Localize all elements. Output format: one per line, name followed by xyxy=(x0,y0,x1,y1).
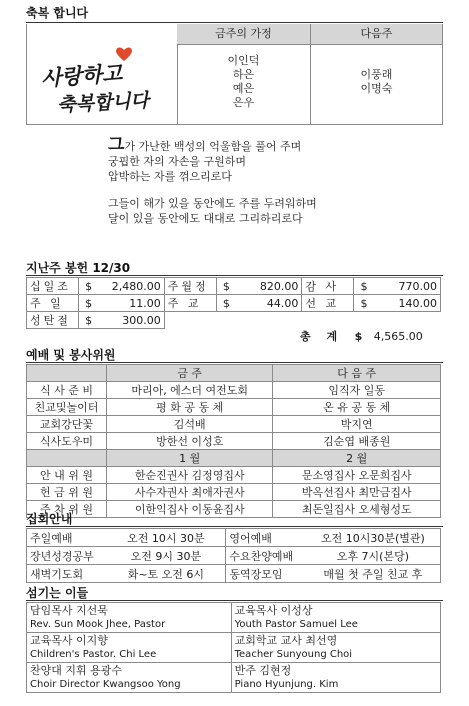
this-month-servant: 사수자권사 최애자권사 xyxy=(106,484,273,501)
family-name: 이풍래 xyxy=(360,68,393,81)
meeting-name: 장년성경공부 xyxy=(27,547,107,565)
service-role: 주 차 위 원 xyxy=(27,501,107,518)
month-header: 2 월 xyxy=(273,450,441,467)
currency: $ xyxy=(216,278,236,295)
empty-cell xyxy=(164,312,440,329)
offering-label: 십일조 xyxy=(27,278,79,295)
servant-english: Piano Hyunjung. Kim xyxy=(234,678,339,690)
service-row xyxy=(27,399,441,416)
family-name: 예은 xyxy=(232,82,255,95)
next-week-servant: 온 유 공 동 체 xyxy=(273,399,441,416)
service-role: 식 사 준 비 xyxy=(27,382,107,399)
meeting-row xyxy=(27,529,441,547)
this-week-servant: 평 화 공 동 체 xyxy=(106,399,273,416)
month-header: 1 월 xyxy=(106,450,273,467)
this-week-servant: 방한선 이성호 xyxy=(106,433,273,450)
meeting-name: 새벽기도회 xyxy=(27,565,107,583)
offering-total xyxy=(300,328,423,344)
servant-korean: 교회학교 교사 최선영 xyxy=(234,633,338,647)
meeting-name: 주일예배 xyxy=(27,529,107,547)
currency: $ xyxy=(354,295,374,312)
servant-korean: 반주 김현정 xyxy=(234,663,292,677)
servant-english: Teacher Sunyoung Choi xyxy=(234,648,353,660)
currency: $ xyxy=(354,278,374,295)
service-table xyxy=(26,364,441,518)
servant-english: Children's Pastor. Chi Lee xyxy=(30,648,157,660)
family-name: 하은 xyxy=(232,68,255,81)
service-row xyxy=(27,484,441,501)
meeting-name: 영어예배 xyxy=(226,529,306,547)
meeting-time: 오전 10시30분(별관) xyxy=(306,529,441,547)
currency: $ xyxy=(78,295,98,312)
service-role: 헌 금 위 원 xyxy=(27,484,107,501)
next-week-names xyxy=(311,68,442,96)
this-week-servant: 김석배 xyxy=(106,416,273,433)
offering-title: 지난주 봉헌 12/30 xyxy=(26,261,131,275)
section-rule xyxy=(26,275,443,276)
offering-label: 감 사 xyxy=(302,278,354,295)
servant-row xyxy=(27,633,441,663)
servant-korean: 담임목사 지선묵 xyxy=(30,603,108,617)
servant-english: Choir Director Kwangsoo Yong xyxy=(30,678,181,690)
empty-cell xyxy=(27,450,107,467)
meeting-time: 오전 10시 30분 xyxy=(106,529,226,547)
next-week-servant: 임직자 일동 xyxy=(273,382,441,399)
servant-english: Rev. Sun Mook Jhee, Pastor xyxy=(30,618,166,630)
verse-dropcap: 그 xyxy=(108,135,125,155)
scripture-verse xyxy=(108,135,317,226)
servant-cell xyxy=(231,663,440,693)
service-title: 예배 및 봉사위원 xyxy=(26,348,116,362)
servant-cell xyxy=(231,633,440,663)
service-header-row xyxy=(27,365,441,382)
offering-label: 주 교 xyxy=(164,295,216,312)
section-rule xyxy=(26,22,443,23)
this-week-names xyxy=(177,54,310,110)
total-label: 총 계 xyxy=(300,330,344,343)
meeting-time: 오후 7시(본당) xyxy=(306,547,441,565)
offering-row xyxy=(27,278,441,295)
calligraphy-line-1: 사랑하고 xyxy=(40,60,123,91)
offering-amount: 300.00 xyxy=(98,312,164,329)
servant-korean: 교육목사 이성상 xyxy=(234,603,313,617)
currency: $ xyxy=(216,295,236,312)
currency: $ xyxy=(354,330,363,343)
servant-cell xyxy=(27,603,232,633)
currency: $ xyxy=(78,312,98,329)
service-row xyxy=(27,382,441,399)
service-row xyxy=(27,433,441,450)
offering-label: 성탄절 xyxy=(27,312,79,329)
verse-line: 궁핍한 자의 자손을 구원하며 xyxy=(108,155,247,168)
family-name: 은우 xyxy=(232,96,255,109)
section-rule xyxy=(26,600,443,601)
service-role: 교회강단꽃 xyxy=(27,416,107,433)
servant-cell xyxy=(231,603,440,633)
meeting-name: 동역장모임 xyxy=(226,565,306,583)
total-amount: 4,565.00 xyxy=(373,330,423,343)
family-name: 이인덕 xyxy=(227,54,260,67)
offering-table xyxy=(26,277,441,329)
service-row xyxy=(27,467,441,484)
family-name: 이명숙 xyxy=(360,82,393,95)
servant-cell xyxy=(27,633,232,663)
currency: $ xyxy=(78,278,98,295)
offering-amount: 820.00 xyxy=(236,278,302,295)
offering-label: 주 일 xyxy=(27,295,79,312)
meetings-title: 집회안내 xyxy=(26,512,73,526)
offering-row xyxy=(27,295,441,312)
blessing-box xyxy=(26,24,443,125)
offering-label: 주월정 xyxy=(164,278,216,295)
service-role: 식사도우미 xyxy=(27,433,107,450)
servant-korean: 찬양대 지휘 용광수 xyxy=(30,663,123,677)
service-role: 안 내 위 원 xyxy=(27,467,107,484)
offering-amount: 140.00 xyxy=(374,295,441,312)
this-month-servant: 이한익집사 이동윤집사 xyxy=(106,501,273,518)
next-week-servant: 박지연 xyxy=(273,416,441,433)
offering-amount: 770.00 xyxy=(374,278,441,295)
blessing-title: 축복 합니다 xyxy=(26,6,89,20)
service-row xyxy=(27,416,441,433)
this-week-header: 금 주 xyxy=(106,365,273,382)
verse-line: 달이 있을 동안에도 대대로 그리하리로다 xyxy=(108,212,303,225)
verse-line: 압박하는 자를 꺾으리로다 xyxy=(108,170,232,183)
meeting-time: 매월 첫 주일 친교 후 xyxy=(306,565,441,583)
service-role: 친교및놀이터 xyxy=(27,399,107,416)
servant-row xyxy=(27,603,441,633)
offering-row xyxy=(27,312,441,329)
next-week-servant: 김순엽 배종원 xyxy=(273,433,441,450)
meeting-time: 화~토 오전 6시 xyxy=(106,565,226,583)
next-month-servant: 문소영집사 오문희집사 xyxy=(273,467,441,484)
next-month-servant: 박옥선집사 최만금집사 xyxy=(273,484,441,501)
meeting-row xyxy=(27,547,441,565)
verse-line: 그들이 해가 있을 동안에도 주를 두려워하며 xyxy=(108,197,317,210)
next-week-family-header: 다음주 xyxy=(311,24,442,45)
meeting-time: 오전 9시 30분 xyxy=(106,547,226,565)
section-rule xyxy=(26,526,443,527)
next-week-header: 다 음 주 xyxy=(273,365,441,382)
meetings-table xyxy=(26,528,441,583)
section-rule xyxy=(26,362,443,363)
next-month-servant: 최돈일집사 오세형성도 xyxy=(273,501,441,518)
offering-amount: 44.00 xyxy=(236,295,302,312)
servants-title: 섬기는 이들 xyxy=(26,586,89,600)
meeting-name: 수요찬양예배 xyxy=(226,547,306,565)
servants-table xyxy=(26,602,441,693)
this-week-family-header: 금주의 가정 xyxy=(177,24,311,45)
servant-row xyxy=(27,663,441,693)
servant-english: Youth Pastor Samuel Lee xyxy=(234,618,358,630)
meeting-row xyxy=(27,565,441,583)
calligraphy-line-2: 축복합니다 xyxy=(56,89,150,117)
servant-cell xyxy=(27,663,232,693)
calligraphy-panel xyxy=(27,24,178,124)
verse-line: 가 가난한 백성의 억울함을 풀어 주며 xyxy=(124,140,302,153)
offering-amount: 2,480.00 xyxy=(98,278,164,295)
empty-cell xyxy=(27,365,107,382)
servant-korean: 교육목사 이지향 xyxy=(30,633,108,647)
this-month-servant: 한순진권사 김정영집사 xyxy=(106,467,273,484)
service-row xyxy=(27,501,441,518)
this-week-servant: 마리아, 에스더 여전도회 xyxy=(106,382,273,399)
offering-label: 선 교 xyxy=(302,295,354,312)
offering-amount: 11.00 xyxy=(98,295,164,312)
month-header-row xyxy=(27,450,441,467)
